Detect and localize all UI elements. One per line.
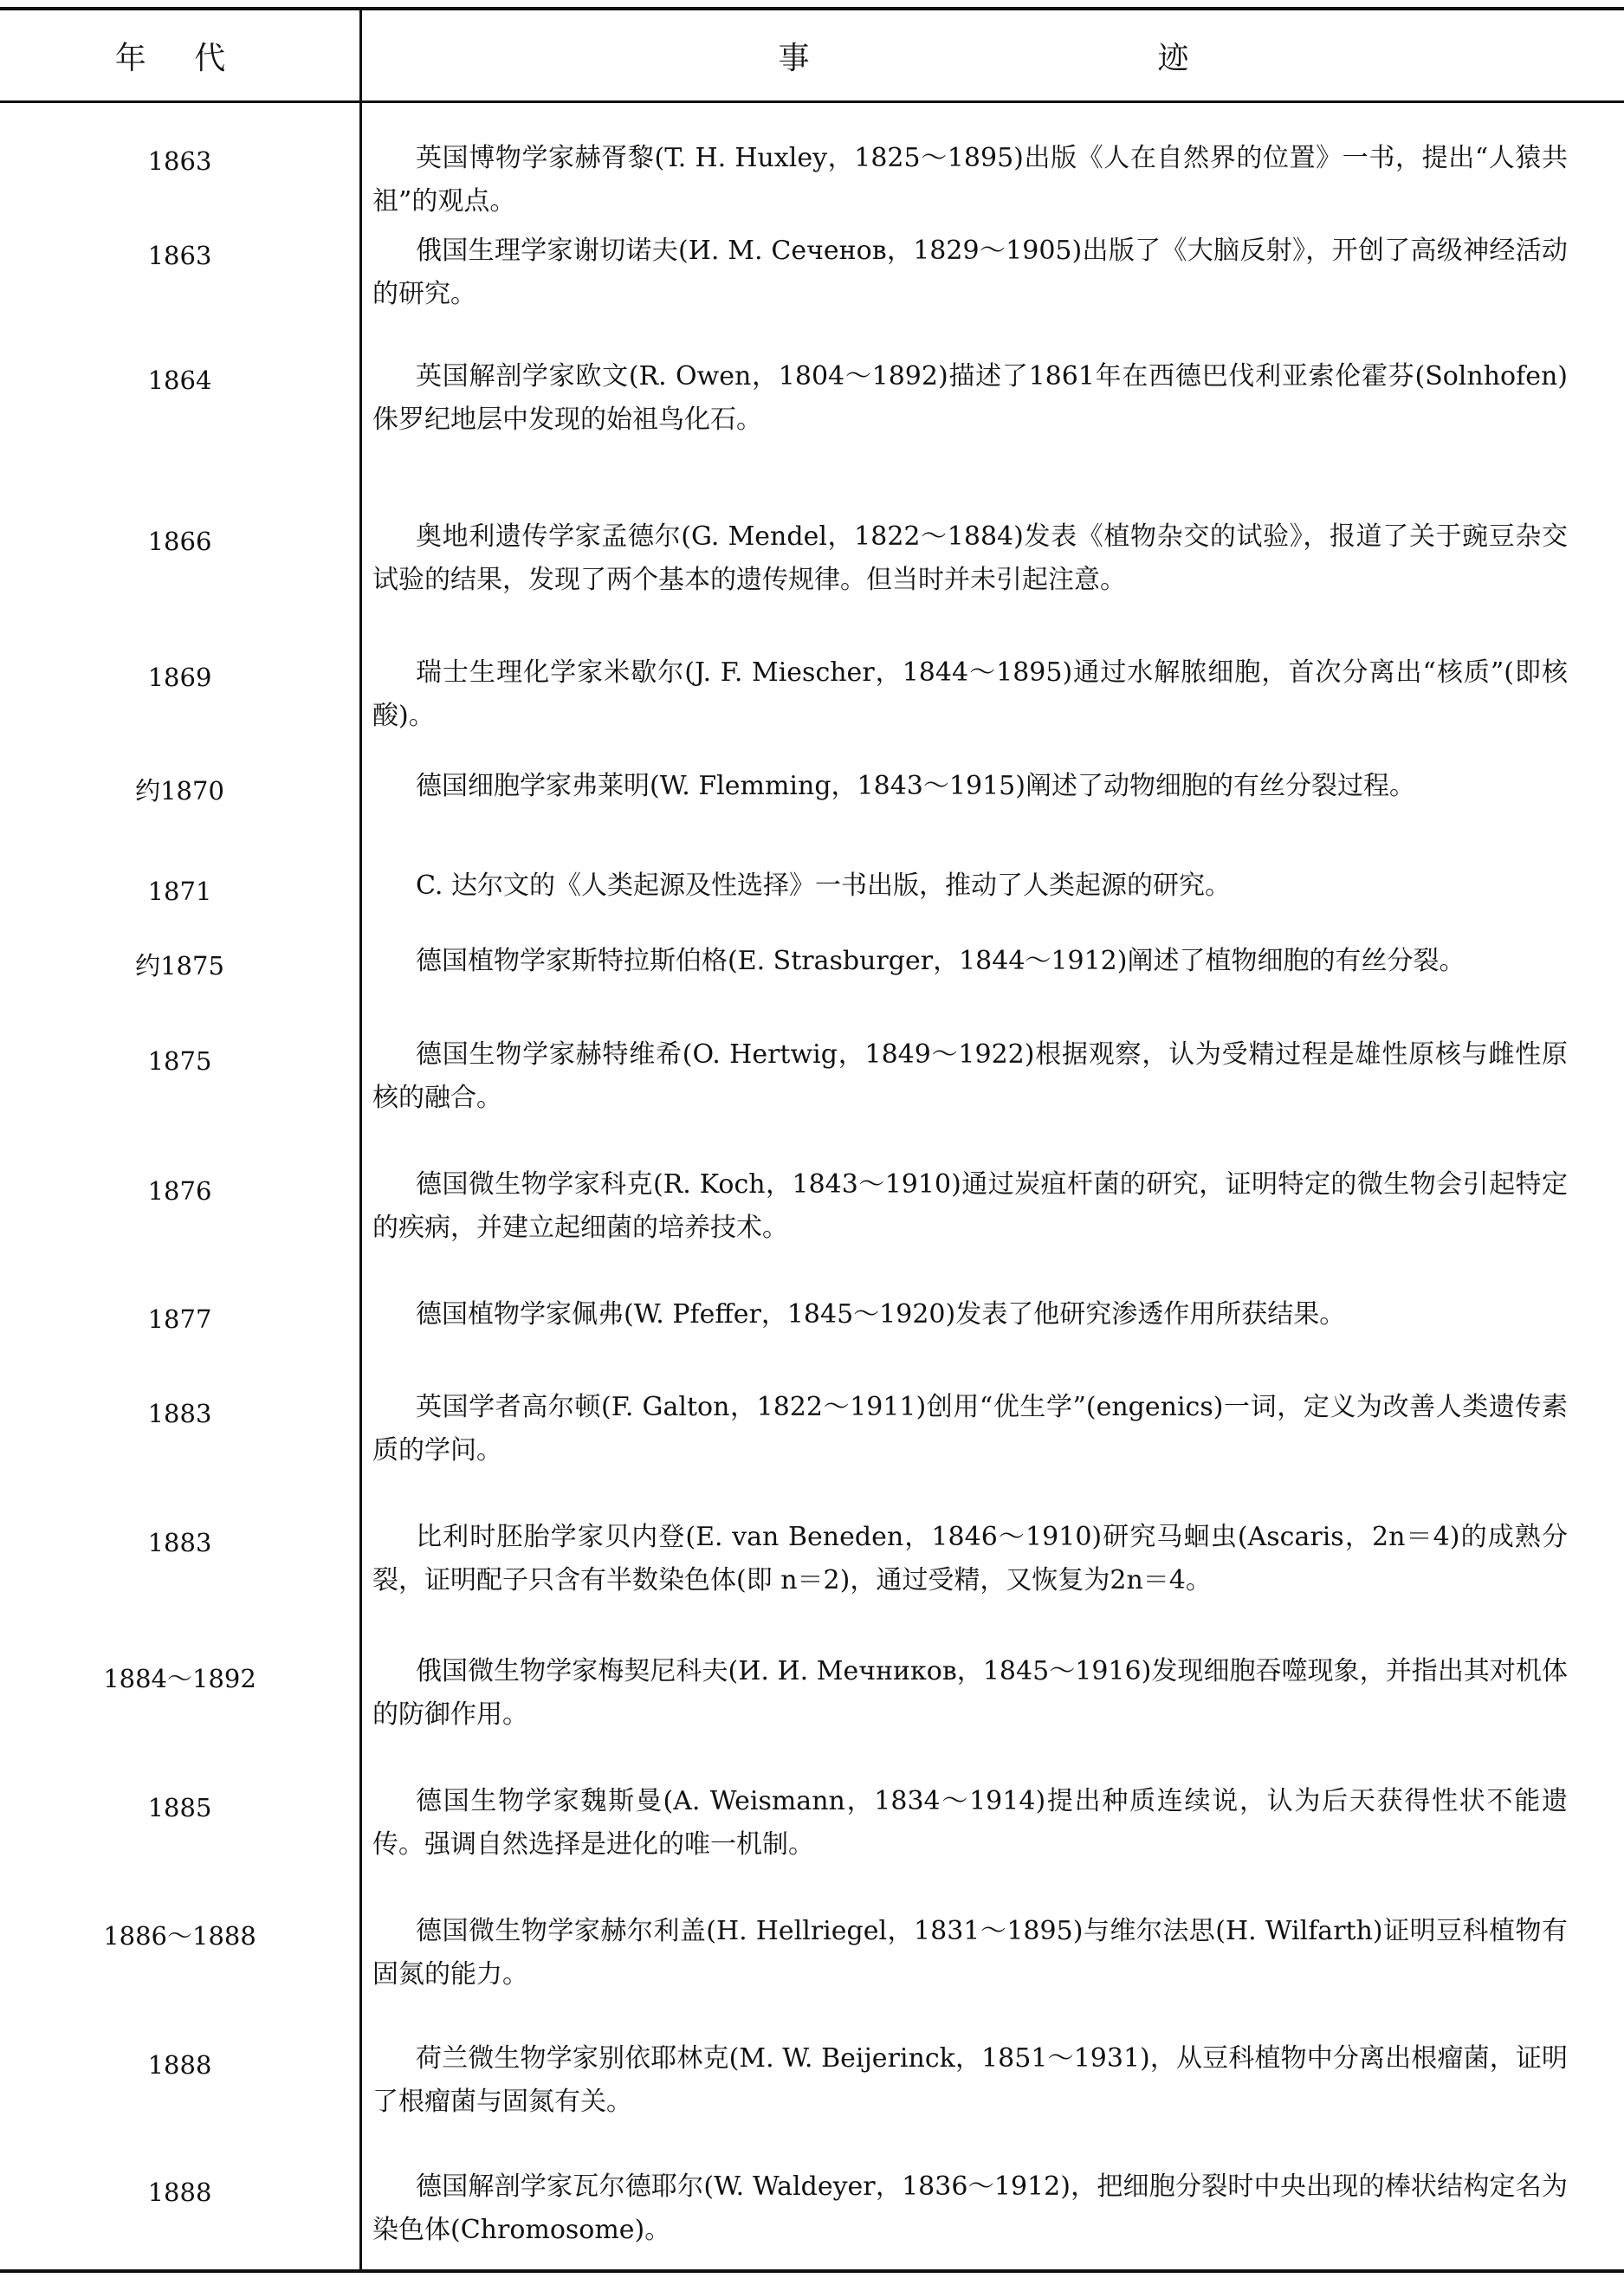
table-row-event: 德国植物学家佩弗(W. Pfeffer，1845～1920)发表了他研究渗透作用所获结果。 [416, 1299, 1346, 1330]
table-row-event: 德国生物学家魏斯曼(A. Weismann，1834～1914)提出种质连续说，认为后天获得性状不能遗传。强调自然选择是进化的唯一机制。 [372, 1786, 1568, 1860]
table-row-event: 瑞士生理化学家米歇尔(J. F. Miescher，1844～1895)通过水解脓细胞，首次分离出“核质”(即核酸)。 [372, 657, 1568, 731]
table-row-event: 德国微生物学家赫尔利盖(H. Hellriegel，1831～1895)与维尔法思(H. Wilfarth)证明豆科植物有固氮的能力。 [372, 1916, 1568, 1990]
table-row-year: 1863 [147, 241, 212, 270]
table-row-year: 1864 [147, 366, 212, 395]
table-row-event: 英国解剖学家欧文(R. Owen，1804～1892)描述了1861年在西德巴伐利亚索伦霍芬(Solnhofen)侏罗纪地层中发现的始祖鸟化石。 [372, 361, 1568, 435]
table-row-event: 俄国生理学家谢切诺夫(И. М. Сеченов，1829～1905)出版了《大脑反射》，开创了高级神经活动的研究。 [372, 236, 1568, 309]
table-row-year: 1886～1888 [103, 1921, 256, 1951]
table-row-year: 1883 [147, 1399, 212, 1428]
table-row-year: 1884～1892 [103, 1664, 256, 1693]
table-row-year: 1863 [147, 146, 212, 176]
table-row-event: 德国解剖学家瓦尔德耶尔(W. Waldeyer，1836～1912)，把细胞分裂时中央出现的棒状结构定名为染色体(Chromosome)。 [372, 2171, 1568, 2245]
column-header-event-char-1: 事 [778, 40, 829, 76]
table-row-event: 英国博物学家赫胥黎(T. H. Huxley，1825～1895)出版《人在自然界的位置》一书，提出“人猿共祖”的观点。 [372, 143, 1568, 217]
table-row-year: 约1875 [135, 951, 224, 980]
table-row-year: 1888 [147, 2050, 212, 2080]
table-row-year: 约1870 [135, 776, 224, 806]
column-header-event [362, 10, 1624, 100]
table-row-year: 1877 [147, 1304, 212, 1334]
table-row-event: 比利时胚胎学家贝内登(E. van Beneden，1846～1910)研究马蛔虫(Ascaris，2n＝4)的成熟分裂，证明配子只含有半数染色体(即 n＝2)，通过受精，又恢复为2n＝4。 [372, 1522, 1568, 1595]
column-header-event-char-2: 迹 [1157, 40, 1208, 76]
column-header-year: 年 代 [114, 40, 245, 76]
table-row-year: 1866 [147, 527, 212, 556]
table-row-event: 德国微生物学家科克(R. Koch，1843～1910)通过炭疽杆菌的研究，证明特定的微生物会引起特定的疾病，并建立起细菌的培养技术。 [372, 1169, 1568, 1243]
table-row-event: 荷兰微生物学家别依耶林克(M. W. Beijerinck，1851～1931)，从豆科植物中分离出根瘤菌，证明了根瘤菌与固氮有关。 [372, 2043, 1568, 2117]
table-row-year: 1875 [147, 1046, 212, 1076]
table-row-year: 1876 [147, 1176, 212, 1206]
table-row-event: 英国学者高尔顿(F. Galton，1822～1911)创用“优生学”(engenics)一词，定义为改善人类遗传素质的学问。 [372, 1392, 1568, 1466]
table-bottom-rule [0, 2269, 1624, 2273]
table-header-rule [0, 100, 1624, 103]
column-divider [359, 9, 362, 2271]
table-row-event: 德国植物学家斯特拉斯伯格(E. Strasburger，1844～1912)阐述了植物细胞的有丝分裂。 [416, 946, 1465, 976]
table-row-year: 1871 [147, 877, 212, 906]
table-row-event: C. 达尔文的《人类起源及性选择》一书出版，推动了人类起源的研究。 [416, 870, 1231, 901]
table-row-event: 德国细胞学家弗莱明(W. Flemming，1843～1915)阐述了动物细胞的有丝分裂过程。 [416, 771, 1415, 801]
table-row-event: 德国生物学家赫特维希(O. Hertwig，1849～1922)根据观察，认为受精过程是雄性原核与雌性原核的融合。 [372, 1039, 1568, 1113]
table-row-event: 俄国微生物学家梅契尼科夫(И. И. Мечников，1845～1916)发现细胞吞噬现象，并指出其对机体的防御作用。 [372, 1656, 1568, 1730]
table-row-year: 1869 [147, 663, 212, 692]
table-row-year: 1885 [147, 1793, 212, 1822]
table-row-event: 奥地利遗传学家孟德尔(G. Mendel，1822～1884)发表《植物杂交的试验》，报道了关于豌豆杂交试验的结果，发现了两个基本的遗传规律。但当时并未引起注意。 [372, 521, 1568, 595]
table-row-year: 1888 [147, 2178, 212, 2207]
table-row-year: 1883 [147, 1528, 212, 1557]
